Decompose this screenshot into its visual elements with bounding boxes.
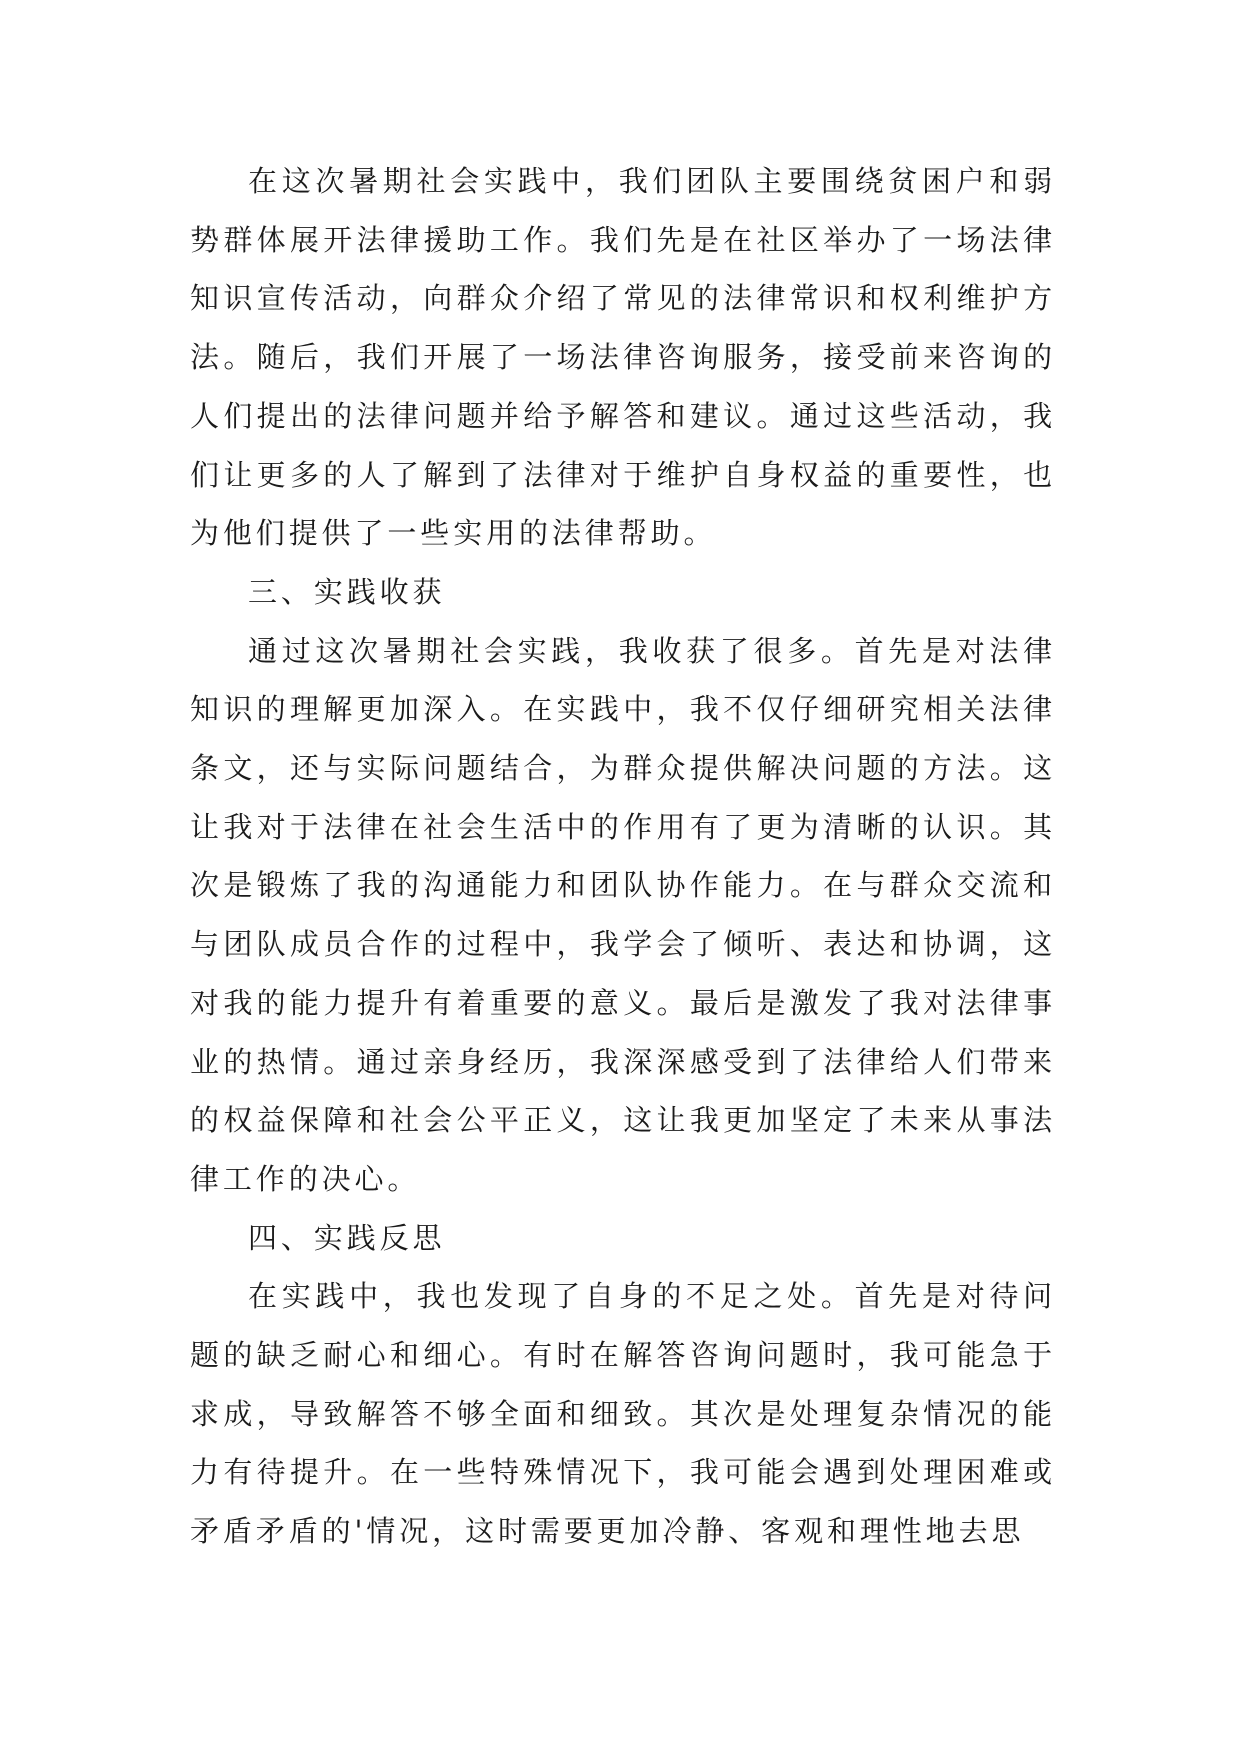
- paragraph-legal-aid-activities: 在这次暑期社会实践中，我们团队主要围绕贫困户和弱势群体展开法律援助工作。我们先是在社区举办了一场法律知识宣传活动，向群众介绍了常见的法律常识和权利维护方法。随后，我们开展了一场法律咨询服务，接受前来咨询的人们提出的法律问题并给予解答和建议。通过这些活动，我们让更多的人了解到了法律对于维护自身权益的重要性，也为他们提供了一些实用的法律帮助。: [190, 164, 1056, 551]
- paragraph-practice-reflection: 在实践中，我也发现了自身的不足之处。首先是对待问题的缺乏耐心和细心。有时在解答咨询问题时，我可能急于求成，导致解答不够全面和细致。其次是处理复杂情况的能力有待提升。在一些特殊情况下，我可能会遇到处理困难或矛盾矛盾的'情况，这时需要更加冷静、客观和理性地去思: [190, 1279, 1056, 1549]
- section-heading-practice-gains: 三、实践收获: [248, 574, 446, 609]
- document-body: [190, 152, 1056, 1561]
- paragraph-practice-gains: 通过这次暑期社会实践，我收获了很多。首先是对法律知识的理解更加深入。在实践中，我不仅仔细研究相关法律条文，还与实际问题结合，为群众提供解决问题的方法。这让我对于法律在社会生活中的作用有了更为清晰的认识。其次是锻炼了我的沟通能力和团队协作能力。在与群众交流和与团队成员合作的过程中，我学会了倾听、表达和协调，这对我的能力提升有着重要的意义。最后是激发了我对法律事业的热情。通过亲身经历，我深深感受到了法律给人们带来的权益保障和社会公平正义，这让我更加坚定了未来从事法律工作的决心。: [190, 633, 1056, 1196]
- section-heading-practice-reflection: 四、实践反思: [248, 1220, 446, 1255]
